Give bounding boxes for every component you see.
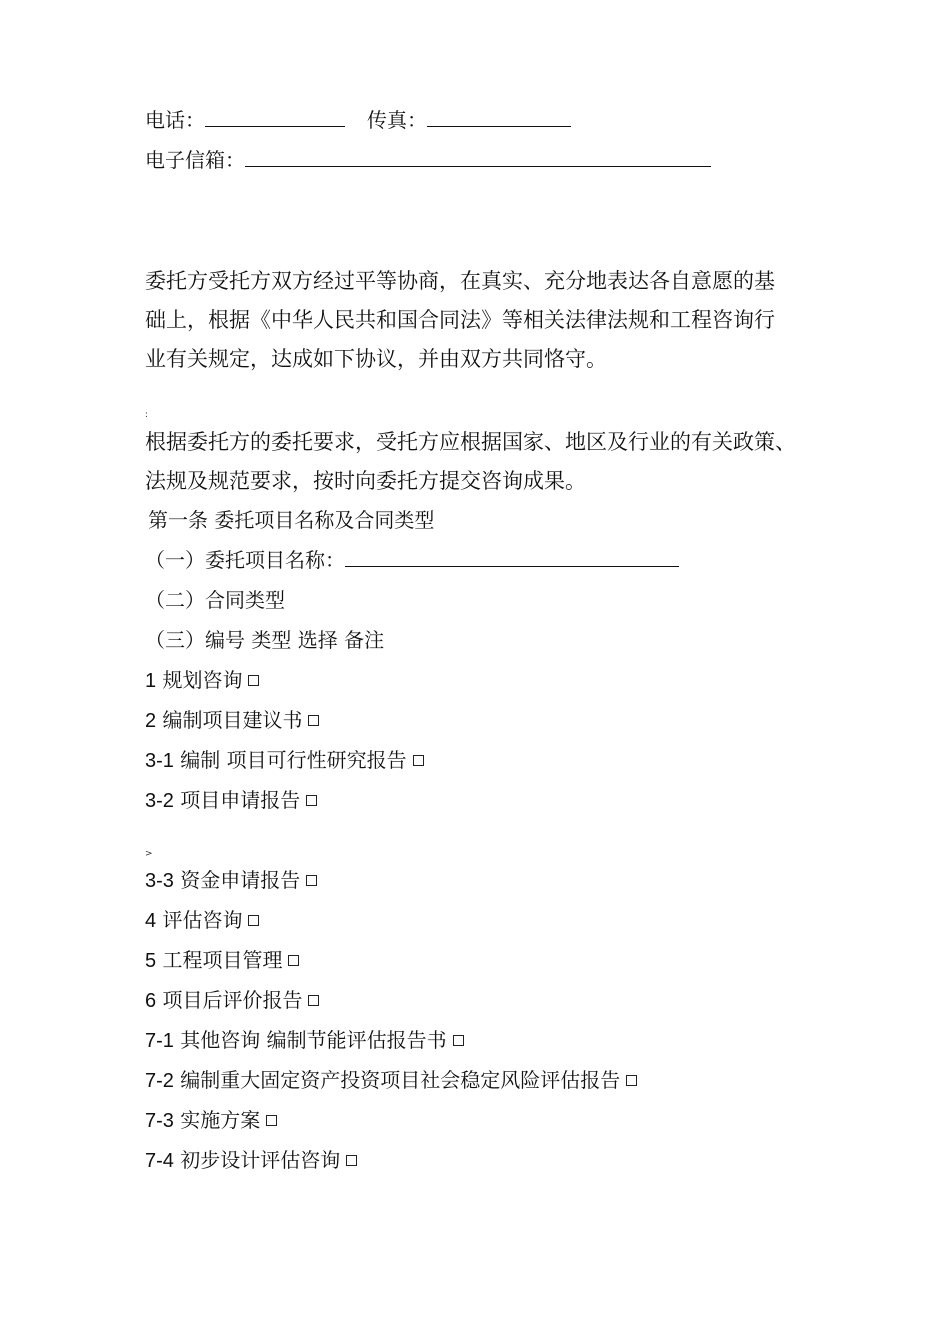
type-num: 7-3: [145, 1110, 174, 1132]
type-item-3-3: [145, 866, 317, 895]
requirement-paragraph: [145, 423, 835, 501]
type-num: 3-2: [145, 790, 174, 812]
type-num: 4: [145, 910, 157, 932]
requirement-line-1: 根据委托方的委托要求，受托方应根据国家、地区及行业的有关政策、: [145, 430, 796, 454]
checkbox[interactable]: [306, 795, 317, 806]
checkbox[interactable]: [626, 1075, 637, 1086]
type-item-7-4: [145, 1146, 357, 1175]
type-num: 3-3: [145, 870, 174, 892]
checkbox[interactable]: [288, 955, 299, 966]
fax-label: 传真：: [367, 108, 427, 132]
project-name-label: （一）委托项目名称：: [145, 548, 345, 572]
email-blank[interactable]: [245, 146, 711, 167]
checkbox[interactable]: [248, 675, 259, 686]
intro-paragraph: [145, 262, 835, 379]
checkbox[interactable]: [308, 995, 319, 1006]
checkbox[interactable]: [266, 1115, 277, 1126]
checkbox[interactable]: [453, 1035, 464, 1046]
type-item-2: [145, 706, 319, 735]
type-text: 评估咨询: [162, 908, 243, 932]
stray-mark-1: :: [145, 410, 149, 420]
type-item-4: [145, 906, 259, 935]
type-text: 项目后评价报告: [162, 988, 303, 1012]
stray-mark-2: >: [145, 849, 153, 859]
article-1-item-2: （二）合同类型: [145, 588, 285, 612]
phone-fax-line: [145, 106, 571, 134]
type-text: 规划咨询: [162, 668, 243, 692]
phone-blank[interactable]: [205, 106, 345, 127]
checkbox[interactable]: [413, 755, 424, 766]
type-item-5: [145, 946, 299, 975]
type-item-7-3: [145, 1106, 277, 1135]
type-text: 资金申请报告: [180, 868, 301, 892]
type-num: 3-1: [145, 750, 174, 772]
type-text: 实施方案: [180, 1108, 261, 1132]
intro-line-1: 委托方受托方双方经过平等协商，在真实、充分地表达各自意愿的基: [145, 269, 775, 293]
type-item-7-1: [145, 1026, 464, 1055]
checkbox[interactable]: [346, 1155, 357, 1166]
checkbox[interactable]: [308, 715, 319, 726]
article-1-item-3: （三）编号 类型 选择 备注: [145, 628, 385, 652]
intro-line-3: 业有关规定，达成如下协议，并由双方共同恪守。: [145, 347, 607, 371]
type-num: 5: [145, 950, 157, 972]
type-item-7-2: [145, 1066, 637, 1095]
type-num: 7-1: [145, 1030, 174, 1052]
checkbox[interactable]: [248, 915, 259, 926]
type-num: 2: [145, 710, 157, 732]
type-num: 7-2: [145, 1070, 174, 1092]
checkbox[interactable]: [306, 875, 317, 886]
type-num: 7-4: [145, 1150, 174, 1172]
type-text: 项目申请报告: [180, 788, 301, 812]
type-num: 1: [145, 670, 157, 692]
type-text: 编制项目建议书: [162, 708, 303, 732]
type-num: 6: [145, 990, 157, 1012]
type-text: 编制 项目可行性研究报告: [180, 748, 407, 772]
email-line: [145, 146, 711, 174]
email-label: 电子信箱：: [145, 148, 245, 172]
project-name-blank[interactable]: [345, 546, 679, 567]
intro-line-2: 础上，根据《中华人民共和国合同法》等相关法律法规和工程咨询行: [145, 308, 775, 332]
type-text: 工程项目管理: [162, 948, 283, 972]
type-text: 其他咨询 编制节能评估报告书: [180, 1028, 447, 1052]
type-item-6: [145, 986, 319, 1015]
article-1-title: 第一条 委托项目名称及合同类型: [148, 508, 435, 532]
phone-label: 电话：: [145, 108, 205, 132]
article-1-item-1: [145, 546, 679, 574]
requirement-line-2: 法规及规范要求，按时向委托方提交咨询成果。: [145, 469, 586, 493]
fax-blank[interactable]: [427, 106, 571, 127]
type-item-3-2: [145, 786, 317, 815]
type-item-1: [145, 666, 259, 695]
type-text: 初步设计评估咨询: [180, 1148, 341, 1172]
type-item-3-1: [145, 746, 424, 775]
type-text: 编制重大固定资产投资项目社会稳定风险评估报告: [180, 1068, 621, 1092]
